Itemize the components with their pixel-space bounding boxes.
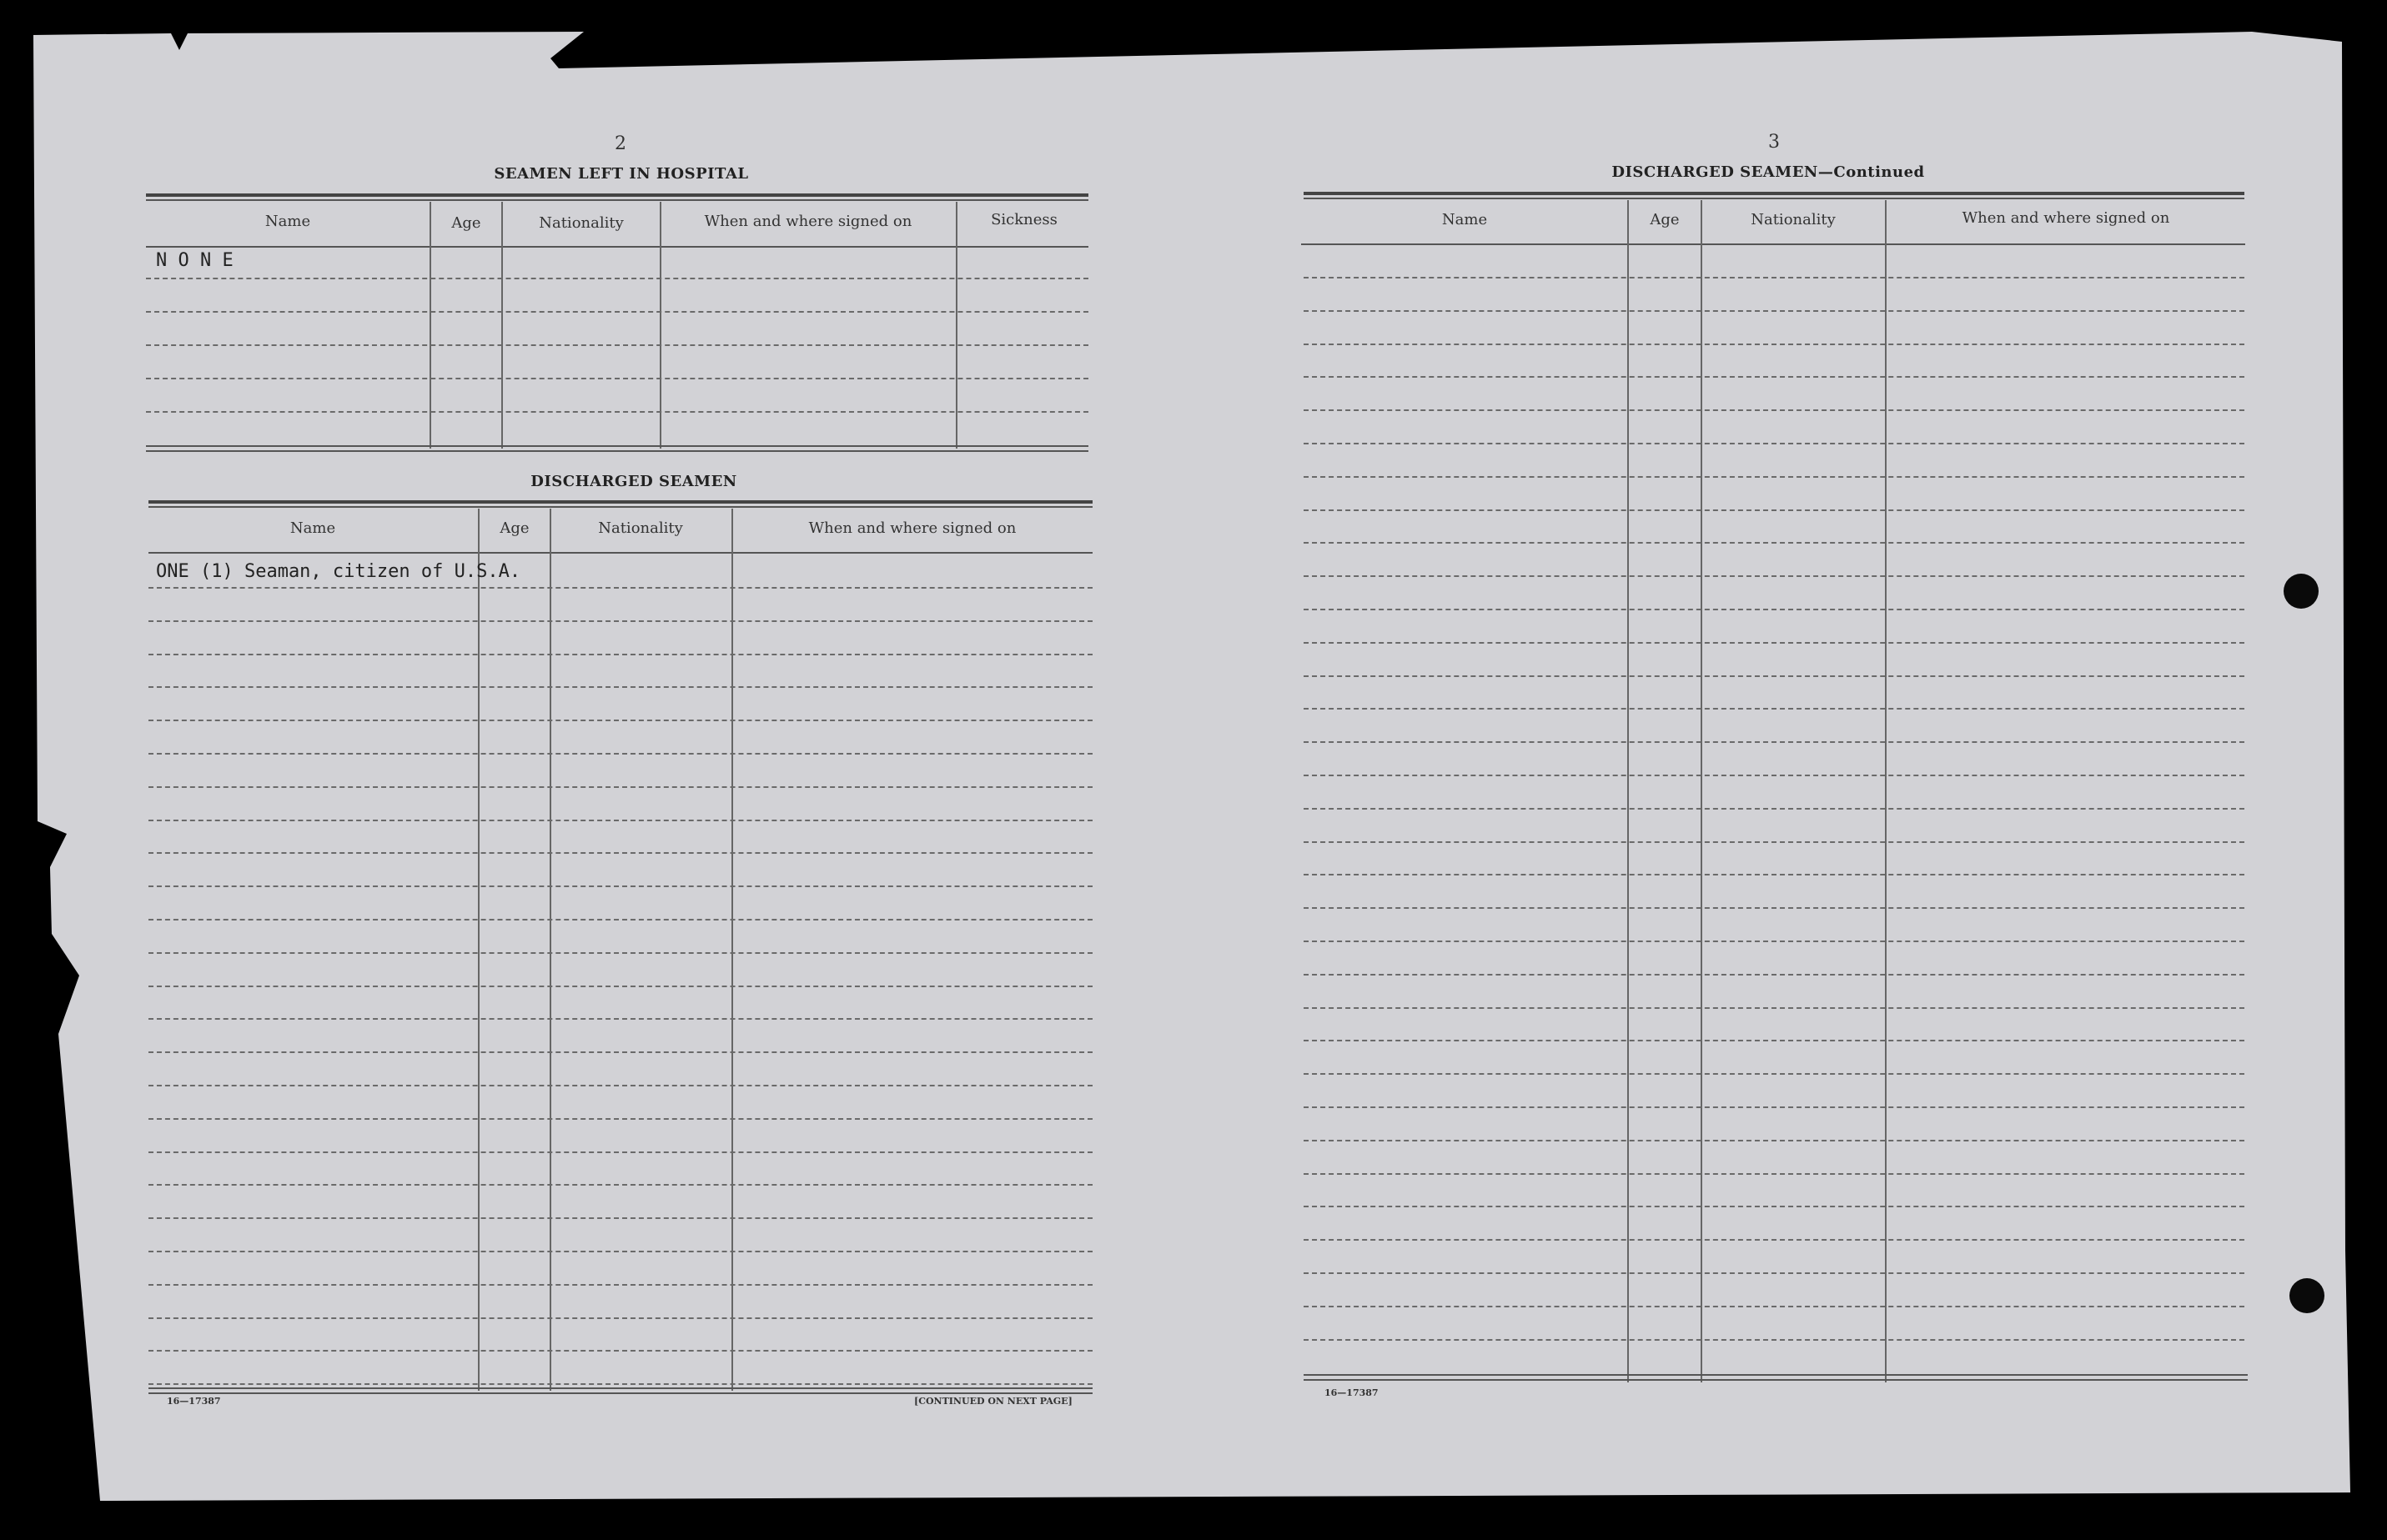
discharged-col-nationality: Nationality [598, 519, 683, 537]
ruled-line [1304, 1140, 2244, 1141]
discharged-col-name: Name [289, 519, 336, 537]
continued-section-title: DISCHARGED SEAMEN—Continued [1611, 163, 1925, 181]
ruled-line [1304, 1073, 2244, 1075]
ruled-line [1304, 1106, 2244, 1108]
ruled-line [1304, 344, 2244, 345]
ruled-line [1304, 1306, 2244, 1307]
ruled-line [148, 820, 1093, 821]
ruled-line [1304, 941, 2244, 942]
ruled-line [1304, 1206, 2244, 1207]
hospital-row-line [146, 411, 1088, 413]
ruled-line [148, 686, 1093, 688]
hospital-top-rule [146, 193, 1088, 197]
hospital-row-line [146, 378, 1088, 379]
discharged-top-rule-2 [148, 506, 1093, 508]
discharged-header-rule [148, 552, 1093, 554]
ruled-line [1304, 708, 2244, 710]
ruled-line [1304, 907, 2244, 909]
hospital-section-title: SEAMEN LEFT IN HOSPITAL [494, 165, 749, 183]
ruled-line [148, 1383, 1093, 1385]
ruled-line [1304, 542, 2244, 544]
ruled-line [148, 852, 1093, 854]
discharged-vline [731, 509, 733, 1391]
ruled-line [148, 1284, 1093, 1286]
ruled-line [148, 1018, 1093, 1020]
ruled-line [148, 1118, 1093, 1120]
ruled-line [148, 885, 1093, 887]
ruled-line [1304, 675, 2244, 677]
ruled-line [148, 1251, 1093, 1252]
discharged-entry: ONE (1) Seaman, citizen of U.S.A. [156, 561, 521, 582]
ruled-line [148, 1184, 1093, 1186]
discharged-bottom-rule [148, 1387, 1093, 1389]
ruled-line [148, 654, 1093, 655]
ruled-line [1304, 974, 2244, 976]
ruled-line [1304, 775, 2244, 776]
right-col-name: Name [1441, 211, 1488, 228]
form-number-left: 16—17387 [167, 1396, 221, 1407]
right-col-nationality: Nationality [1751, 211, 1836, 228]
ruled-line [148, 986, 1093, 987]
discharged-col-age: Age [500, 519, 530, 537]
right-bottom-rule [1304, 1374, 2248, 1376]
ruled-line [148, 1085, 1093, 1086]
ruled-line [1304, 575, 2244, 577]
punch-hole-top [2284, 574, 2319, 609]
discharged-bottom-rule-2 [148, 1392, 1093, 1394]
ruled-line [1304, 443, 2244, 444]
right-col-signed-on: When and where signed on [1962, 209, 2170, 227]
ruled-line [1304, 642, 2244, 644]
page-number-left: 2 [615, 133, 626, 154]
ruled-line [148, 919, 1093, 920]
ruled-line [1304, 1173, 2244, 1175]
continued-note: [CONTINUED ON NEXT PAGE] [914, 1396, 1073, 1407]
ruled-line [1304, 741, 2244, 743]
ruled-line [1304, 409, 2244, 411]
ruled-line [148, 620, 1093, 622]
ruled-line [148, 786, 1093, 788]
discharged-vline [550, 509, 551, 1391]
ruled-line [148, 753, 1093, 755]
ruled-line [148, 1151, 1093, 1153]
ruled-line [1304, 1007, 2244, 1009]
hospital-col-age: Age [451, 214, 481, 232]
hospital-col-nationality: Nationality [539, 214, 624, 232]
right-col-age: Age [1650, 211, 1680, 228]
ruled-line [1304, 874, 2244, 875]
ruled-line [1304, 376, 2244, 378]
discharged-top-rule [148, 500, 1093, 504]
ruled-line [1304, 609, 2244, 610]
right-top-rule [1304, 192, 2244, 195]
ruled-line [1304, 1239, 2244, 1241]
hospital-row-line [146, 311, 1088, 313]
ruled-line [1304, 1272, 2244, 1274]
ruled-line [1304, 277, 2244, 278]
right-header-rule [1301, 243, 2245, 245]
discharged-section-title: DISCHARGED SEAMEN [530, 473, 737, 490]
ruled-line [1304, 808, 2244, 810]
hospital-bottom-rule [146, 445, 1088, 447]
ruled-line [1304, 841, 2244, 843]
discharged-col-signed-on: When and where signed on [808, 519, 1017, 537]
page-number-right: 3 [1768, 132, 1780, 153]
right-top-rule-2 [1304, 198, 2244, 199]
ruled-line [148, 1051, 1093, 1053]
hospital-header-rule [146, 246, 1088, 248]
ruled-line [148, 1217, 1093, 1219]
hospital-row-line [146, 278, 1088, 279]
right-bottom-rule-2 [1304, 1379, 2248, 1381]
ruled-line [1304, 310, 2244, 312]
hospital-top-rule-2 [146, 199, 1088, 201]
ruled-line [148, 720, 1093, 721]
ruled-line [148, 1317, 1093, 1319]
ruled-line [1304, 509, 2244, 511]
ruled-line [1304, 1339, 2244, 1341]
form-number-right: 16—17387 [1324, 1387, 1379, 1398]
ruled-line [148, 587, 1093, 589]
ruled-line [1304, 1040, 2244, 1041]
ruled-line [1304, 476, 2244, 478]
ruled-line [148, 952, 1093, 954]
hospital-col-sickness: Sickness [991, 211, 1058, 228]
discharged-vline [478, 509, 480, 1391]
hospital-col-signed-on: When and where signed on [704, 213, 912, 230]
hospital-col-name: Name [264, 213, 311, 230]
hospital-bottom-rule-2 [146, 450, 1088, 452]
punch-hole-bottom [2289, 1278, 2324, 1313]
hospital-entry-none: N O N E [156, 250, 234, 271]
hospital-row-line [146, 344, 1088, 346]
ruled-line [148, 1350, 1093, 1352]
